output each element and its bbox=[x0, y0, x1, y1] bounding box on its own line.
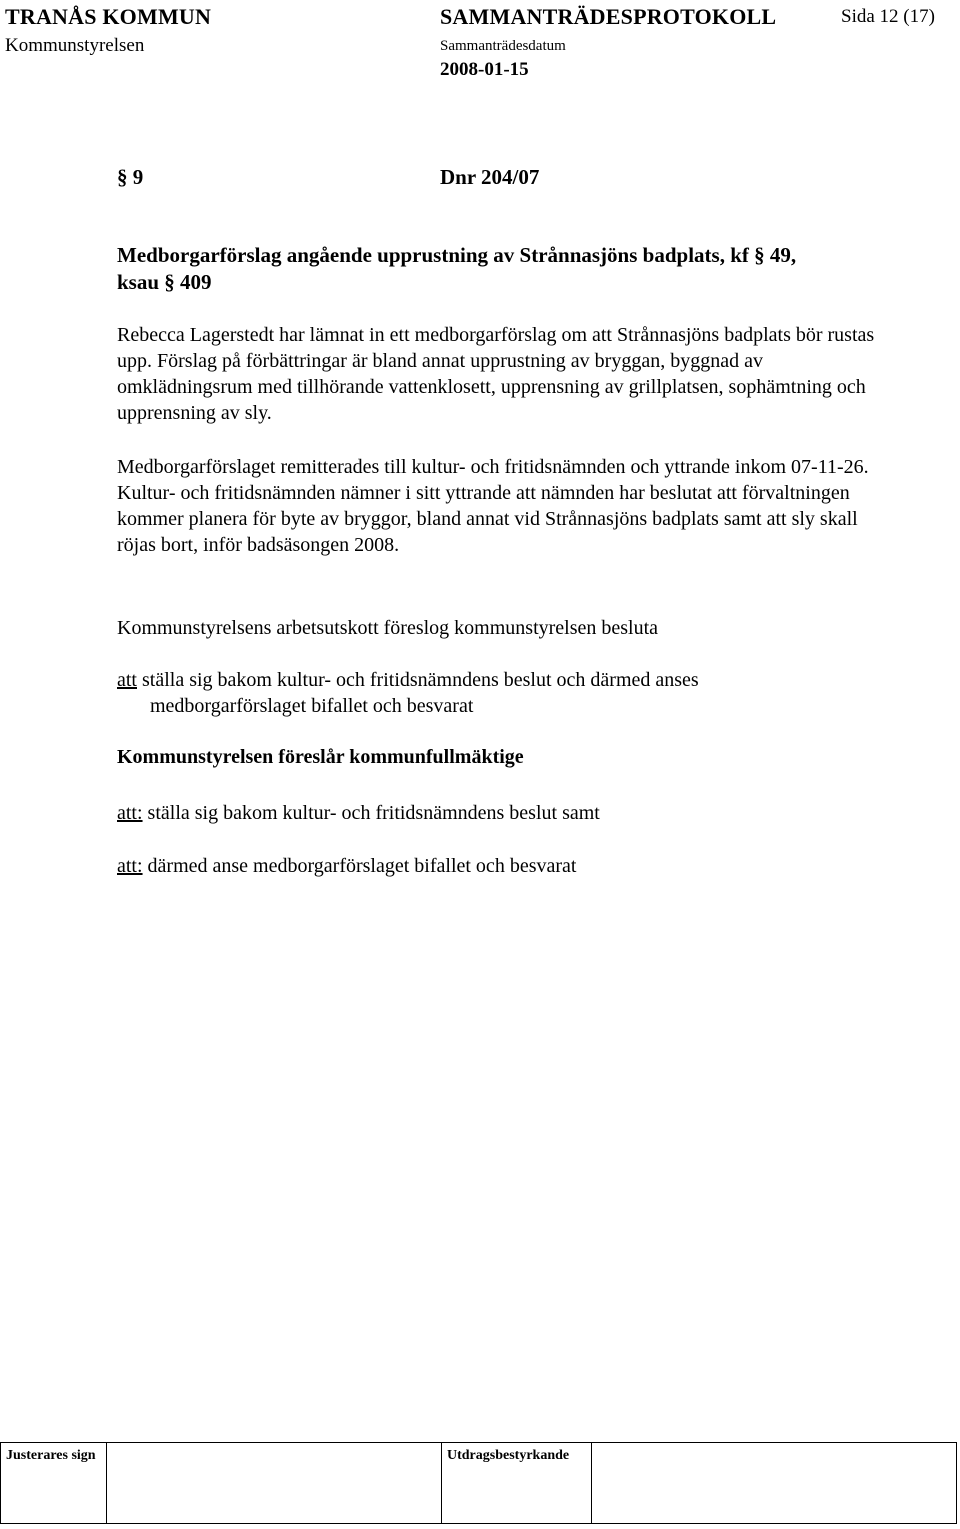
proposal-1-line-2: medborgarförslaget bifallet och besvarat bbox=[150, 695, 474, 717]
meeting-date: 2008-01-15 bbox=[440, 59, 529, 80]
body-paragraph-2: Medborgarförslaget remitterades till kultur- och fritidsnämnden och yttrande inkom 07-11-26. Kultur- och fritidsnämnden nämner i sitt yttrande att nämnden har beslutat att förvaltningen kommer planera för byte av bryggor, bland annat vid Strånnasjöns badplats samt att sly skall röjas bort, inför badsäsongen 2008. bbox=[117, 456, 869, 556]
proposal-heading: Kommunstyrelsen föreslår kommunfullmäktige bbox=[117, 746, 524, 768]
paragraph-number: § 9 bbox=[117, 165, 144, 189]
section-title: Medborgarförslag angående upprustning av Strånnasjöns badplats, kf § 49, ksau § 409 bbox=[117, 243, 797, 294]
proposal-2 bbox=[117, 800, 877, 826]
proposal-3-text: därmed anse medborgarförslaget bifallet och besvarat bbox=[142, 855, 577, 877]
adjuster-sign-label: Justerares sign bbox=[1, 1443, 107, 1523]
extract-certified-field bbox=[592, 1443, 956, 1523]
proposal-2-text: ställa sig bakom kultur- och fritidsnämndens beslut samt bbox=[142, 802, 600, 824]
page-number: Sida 12 (17) bbox=[841, 6, 935, 27]
body-paragraph-3: Kommunstyrelsens arbetsutskott föreslog kommunstyrelsen besluta bbox=[117, 617, 659, 639]
organization-name: TRANÅS KOMMUN bbox=[5, 4, 212, 29]
proposal-1 bbox=[117, 667, 877, 719]
case-number: Dnr 204/07 bbox=[440, 165, 540, 189]
document-type: SAMMANTRÄDESPROTOKOLL bbox=[440, 4, 777, 29]
signature-table bbox=[0, 1442, 957, 1524]
extract-certified-label: Utdragsbestyrkande bbox=[442, 1443, 592, 1523]
body-paragraph-1: Rebecca Lagerstedt har lämnat in ett medborgarförslag om att Strånnasjöns badplats bör rustas upp. Förslag på förbättringar är bland annat upprustning av bryggan, byggnad av omklädningsrum med tillhörande vattenklosett, upprensning av grillplatsen, sophämtning och upprensning av sly. bbox=[117, 324, 875, 424]
proposal-2-keyword: att: bbox=[117, 802, 143, 824]
adjuster-sign-field bbox=[107, 1443, 442, 1523]
proposal-3 bbox=[117, 853, 877, 879]
proposal-1-keyword: att bbox=[117, 669, 137, 691]
proposal-1-line-1: ställa sig bakom kultur- och fritidsnämndens beslut och därmed anses bbox=[137, 669, 699, 691]
proposal-3-keyword: att: bbox=[117, 855, 143, 877]
meeting-date-label: Sammanträdesdatum bbox=[440, 38, 566, 54]
department-name: Kommunstyrelsen bbox=[5, 35, 145, 56]
